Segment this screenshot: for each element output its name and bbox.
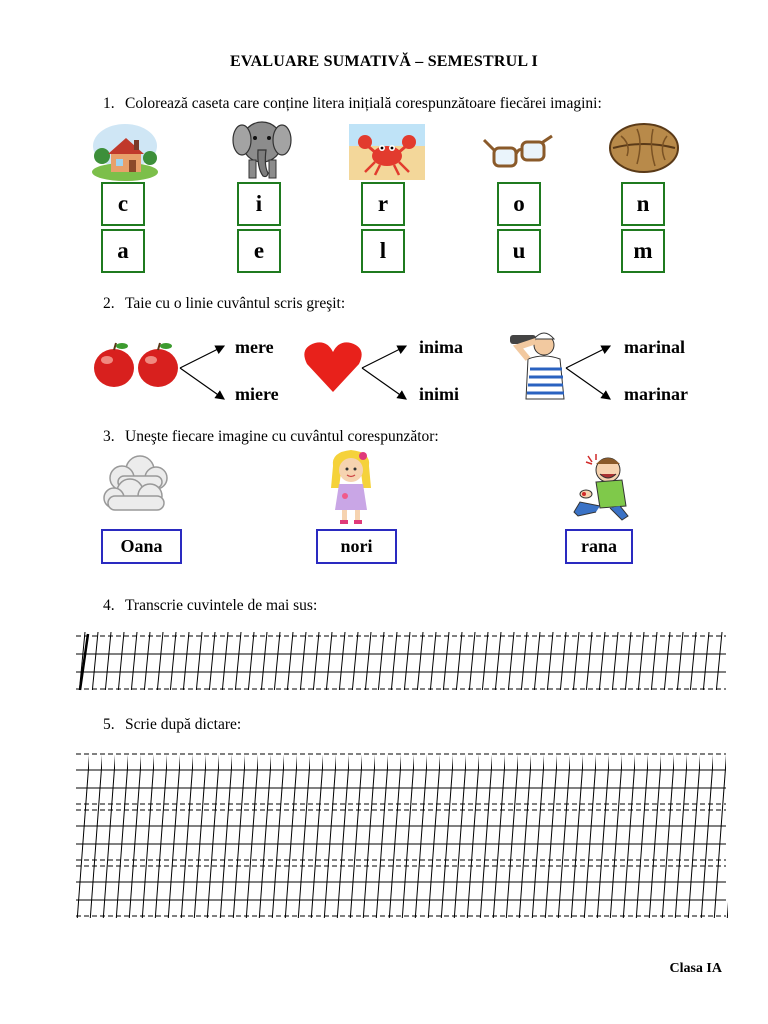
question-3-text: Uneşte fiecare imagine cu cuvântul corespunzător: [125, 428, 439, 445]
letter-box[interactable]: a [101, 229, 145, 273]
letter-box[interactable]: o [497, 182, 541, 226]
word-option[interactable]: miere [235, 384, 279, 404]
question-5 [103, 716, 241, 734]
question-2-number: 2. [103, 295, 115, 312]
word-option[interactable]: inimi [419, 384, 460, 404]
word-option[interactable]: inima [419, 337, 464, 357]
question-2-text: Taie cu o linie cuvântul scris greşit: [125, 295, 346, 312]
question-3 [103, 428, 439, 446]
girl-icon [323, 446, 379, 526]
word-box[interactable]: rana [565, 529, 633, 564]
letter-box[interactable]: c [101, 182, 145, 226]
question-1-number: 1. [103, 95, 115, 112]
letter-box[interactable]: l [361, 229, 405, 273]
class-label: Clasa IA [669, 961, 722, 976]
word-option[interactable]: mere [235, 337, 274, 357]
question-4-number: 4. [103, 597, 115, 614]
word-box[interactable]: nori [316, 529, 397, 564]
clouds-icon [100, 452, 172, 516]
question-5-text: Scrie după dictare: [125, 716, 242, 733]
handwriting-lines-dictation[interactable] [76, 748, 728, 922]
letter-box[interactable]: u [497, 229, 541, 273]
word-option[interactable]: marinal [624, 337, 685, 357]
handwriting-lines-transcribe[interactable] [76, 632, 728, 694]
question-4 [103, 597, 317, 615]
letter-box[interactable]: m [621, 229, 665, 273]
letter-box[interactable]: n [621, 182, 665, 226]
question-3-number: 3. [103, 428, 115, 445]
injured-boy-icon [566, 450, 640, 526]
question-1-text: Colorează caseta care conține litera inițială corespunzătoare fiecărei imagini: [125, 95, 602, 112]
question-4-text: Transcrie cuvintele de mai sus: [125, 597, 318, 614]
letter-box[interactable]: i [237, 182, 281, 226]
word-box[interactable]: Oana [101, 529, 182, 564]
letter-box[interactable]: e [237, 229, 281, 273]
page-title: EVALUARE SUMATIVĂ – SEMESTRUL I [230, 53, 538, 70]
question-5-number: 5. [103, 716, 115, 733]
letter-box[interactable]: r [361, 182, 405, 226]
word-option[interactable]: marinar [624, 384, 688, 404]
